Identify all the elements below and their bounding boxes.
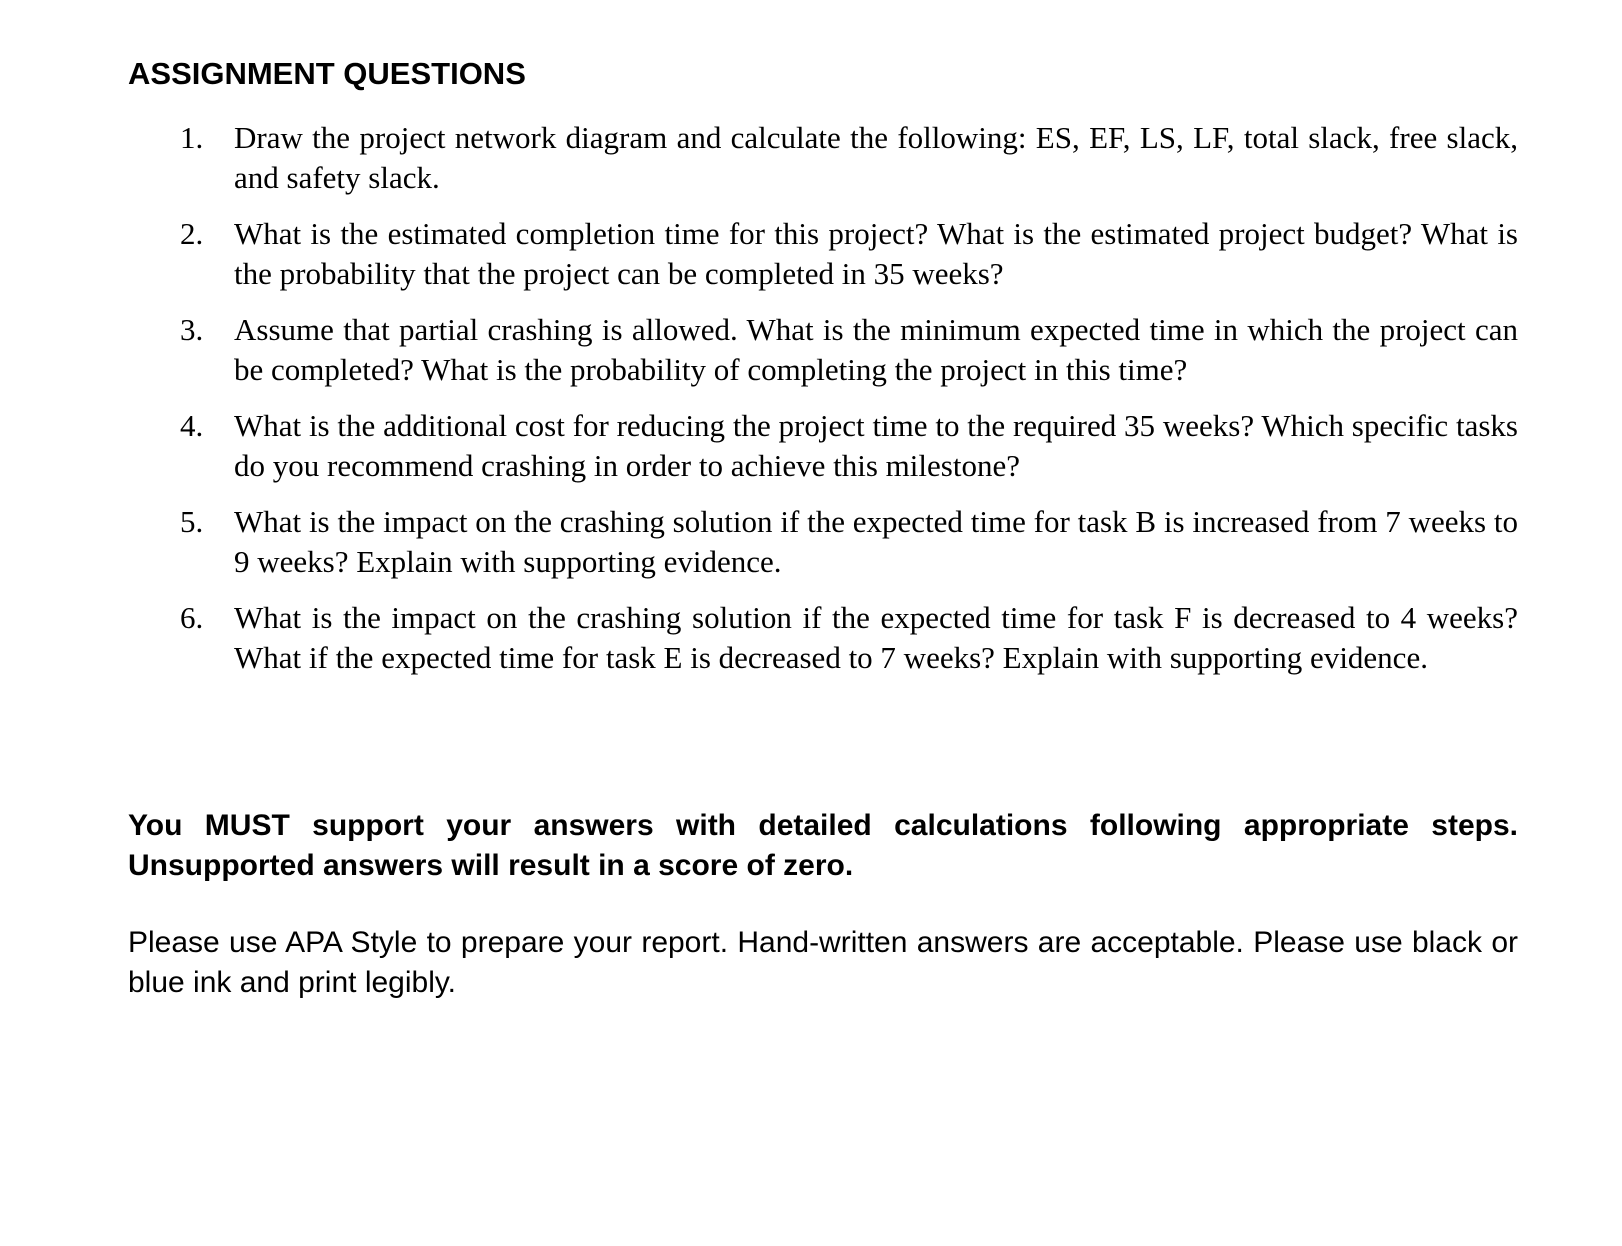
question-text: What is the additional cost for reducing the project time to the required 35 weeks? Which specific tasks do you recommend crashing in order to achieve this milestone? [234, 408, 1518, 483]
question-number: 3. [180, 312, 204, 347]
question-text: Draw the project network diagram and calculate the following: ES, EF, LS, LF, total slack, free slack, and safety slack. [234, 120, 1518, 195]
question-number: 6. [180, 600, 204, 635]
apa-style-note: Please use APA Style to prepare your report. Hand-written answers are acceptable. Please use black or blue ink and print legibly. [128, 926, 1518, 999]
question-text: Assume that partial crashing is allowed. What is the minimum expected time in which the project can be completed? What is the probability of completing the project in this time? [234, 312, 1518, 387]
question-number: 4. [180, 408, 204, 443]
question-item [180, 214, 1518, 294]
question-number: 2. [180, 216, 204, 251]
question-number: 1. [180, 120, 204, 155]
question-item [180, 502, 1518, 582]
question-item [180, 118, 1518, 198]
question-number: 5. [180, 504, 204, 539]
question-text: What is the estimated completion time for this project? What is the estimated project budget? What is the probability that the project can be completed in 35 weeks? [234, 216, 1518, 291]
question-item [180, 598, 1518, 678]
question-text: What is the impact on the crashing solution if the expected time for task B is increased from 7 weeks to 9 weeks? Explain with supporting evidence. [234, 504, 1518, 579]
question-list [180, 118, 1518, 694]
calculation-requirement-note: You MUST support your answers with detailed calculations following appropriate steps. Unsupported answers will result in a score of zero. [128, 809, 1518, 882]
question-text: What is the impact on the crashing solution if the expected time for task F is decreased to 4 weeks? What if the expected time for task E is decreased to 7 weeks? Explain with supporting evidence. [234, 600, 1518, 675]
question-item [180, 310, 1518, 390]
question-item [180, 406, 1518, 486]
page-heading: ASSIGNMENT QUESTIONS [128, 56, 526, 91]
